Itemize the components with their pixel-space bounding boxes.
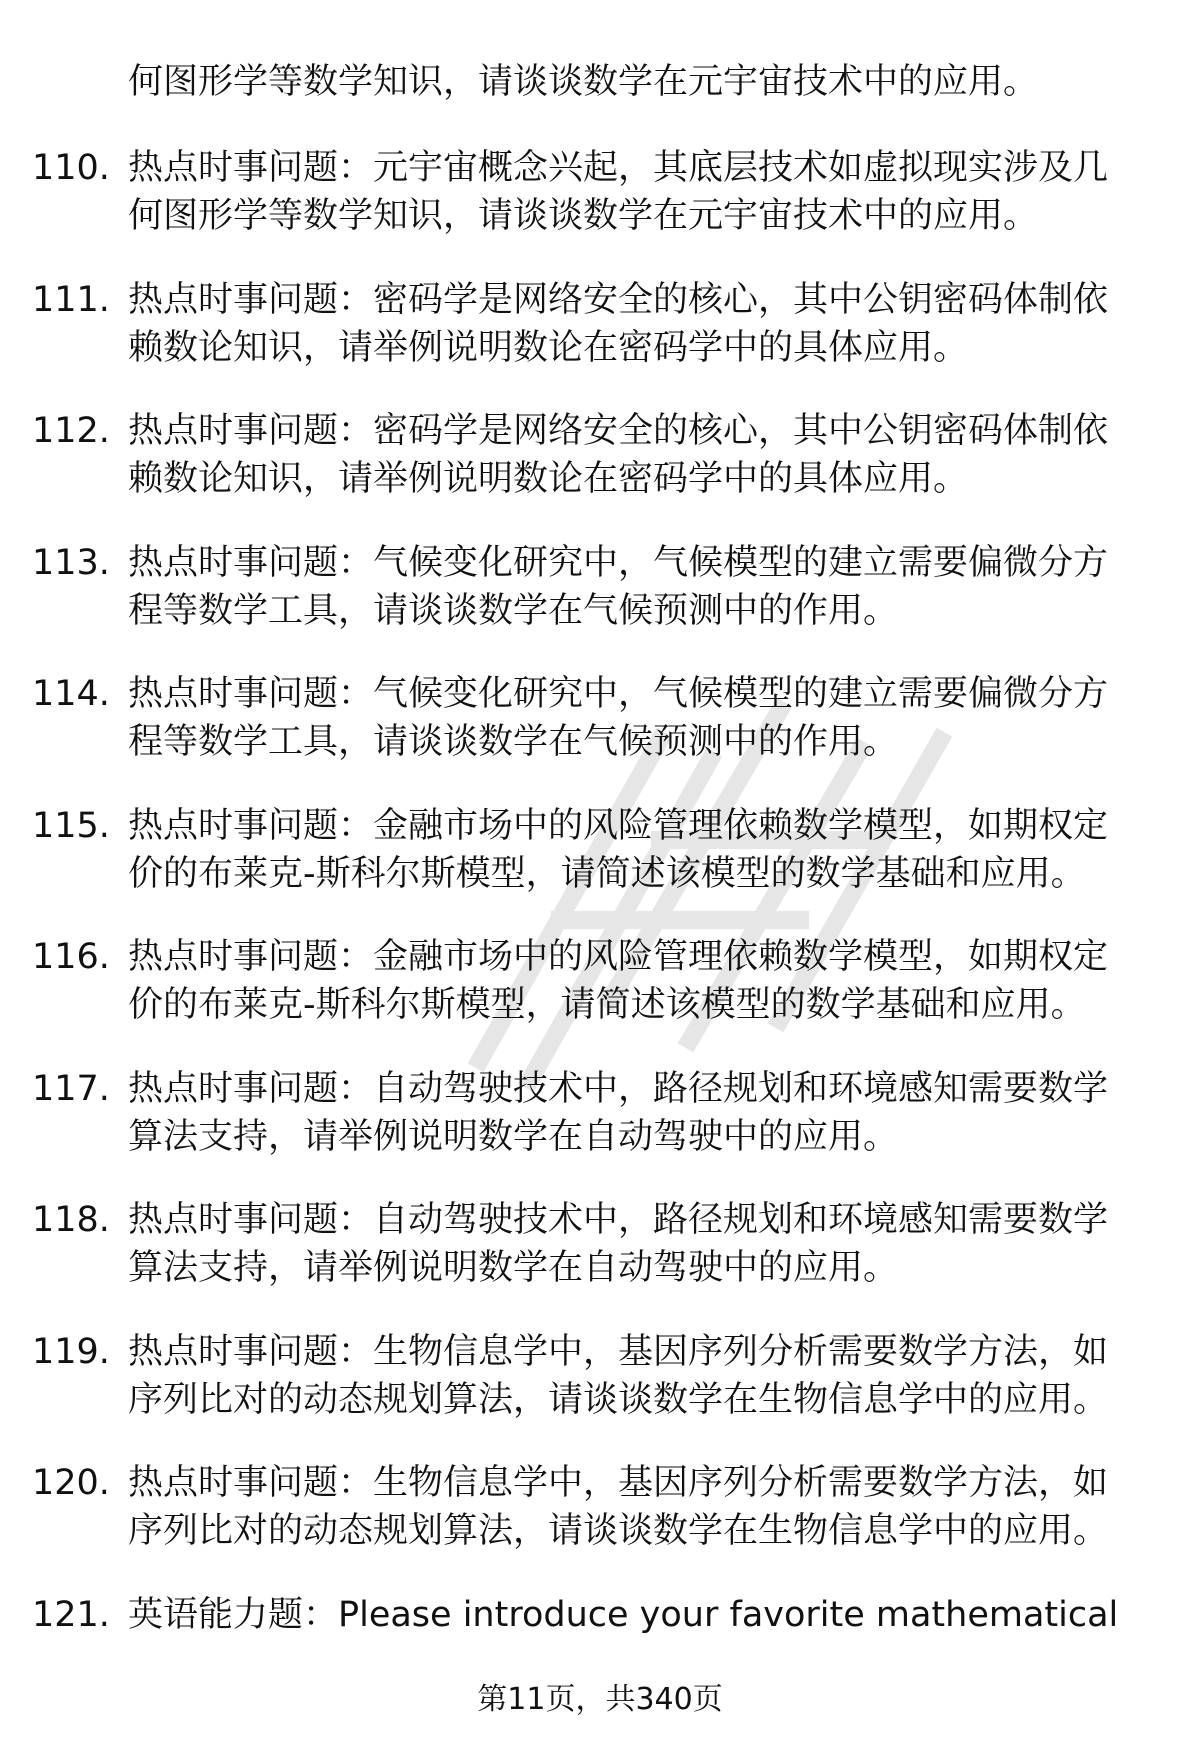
question-number: 121. (32, 1594, 110, 1635)
question-text-line: 赖数论知识，请举例说明数论在密码学中的具体应用。 (128, 459, 969, 499)
question-text-line: 序列比对的动态规划算法，请谈谈数学在生物信息学中的应用。 (128, 1511, 1109, 1551)
question-text-line: 热点时事问题：元宇宙概念兴起，其底层技术如虚拟现实涉及几 (128, 148, 1109, 188)
question-number: 111. (32, 279, 110, 320)
question-text-line: 热点时事问题：密码学是网络安全的核心，其中公钥密码体制依 (128, 279, 1109, 320)
question-item (0, 144, 1200, 276)
question-text-line: 算法支持，请举例说明数学在自动驾驶中的应用。 (128, 1116, 899, 1157)
question-text (128, 1459, 1138, 1555)
question-text (128, 670, 1138, 766)
question-number: 120. (32, 1463, 110, 1503)
question-text (128, 1065, 1138, 1161)
question-number: 114. (32, 674, 110, 714)
question-text (128, 407, 1138, 503)
question-text-line: 英语能力题：Please introduce your favorite mathematical (128, 1594, 1119, 1635)
question-item (0, 1065, 1200, 1197)
question-text (128, 1591, 1138, 1639)
question-number: 117. (32, 1068, 110, 1109)
question-number: 118. (32, 1200, 110, 1240)
question-text-line: 热点时事问题：金融市场中的风险管理依赖数学模型，如期权定 (128, 937, 1109, 977)
question-text-line: 热点时事问题：生物信息学中，基因序列分析需要数学方法，如 (128, 1463, 1109, 1503)
question-text-line: 何图形学等数学知识，请谈谈数学在元宇宙技术中的应用。 (128, 196, 1039, 236)
question-text-line: 热点时事问题：自动驾驶技术中，路径规划和环境感知需要数学 (128, 1068, 1109, 1109)
question-number: 119. (32, 1331, 110, 1372)
question-text-line: 热点时事问题：金融市场中的风险管理依赖数学模型，如期权定 (128, 805, 1109, 846)
question-item (0, 276, 1200, 408)
question-text-line: 热点时事问题：气候变化研究中，气候模型的建立需要偏微分方 (128, 674, 1109, 714)
question-text-line: 算法支持，请举例说明数学在自动驾驶中的应用。 (128, 1248, 899, 1288)
question-number: 110. (32, 148, 110, 188)
question-item (0, 933, 1200, 1065)
question-text-line: 程等数学工具，请谈谈数学在气候预测中的作用。 (128, 722, 899, 762)
question-item (0, 539, 1200, 671)
question-text (128, 539, 1138, 635)
question-text (128, 1328, 1138, 1424)
question-text (128, 144, 1138, 240)
question-text (128, 1196, 1138, 1292)
question-text (128, 802, 1138, 898)
question-item (0, 670, 1200, 802)
question-text-line: 赖数论知识，请举例说明数论在密码学中的具体应用。 (128, 327, 969, 368)
question-text (128, 276, 1138, 372)
question-text-line: 热点时事问题：生物信息学中，基因序列分析需要数学方法，如 (128, 1331, 1109, 1372)
question-item (0, 1328, 1200, 1460)
question-list (0, 144, 1200, 1722)
question-text-line: 序列比对的动态规划算法，请谈谈数学在生物信息学中的应用。 (128, 1379, 1109, 1420)
question-text-line: 程等数学工具，请谈谈数学在气候预测中的作用。 (128, 590, 899, 631)
question-number: 112. (32, 411, 110, 451)
question-number: 113. (32, 542, 110, 583)
question-item (0, 407, 1200, 539)
question-text-line: 价的布莱克-斯科尔斯模型，请简述该模型的数学基础和应用。 (128, 853, 1086, 894)
question-item (0, 802, 1200, 934)
question-number: 115. (32, 805, 110, 846)
question-text (128, 933, 1138, 1029)
question-number: 116. (32, 937, 110, 977)
question-text-line: 价的布莱克-斯科尔斯模型，请简述该模型的数学基础和应用。 (128, 985, 1086, 1025)
question-item (0, 1196, 1200, 1328)
question-item (0, 1459, 1200, 1591)
question-text-line: 热点时事问题：密码学是网络安全的核心，其中公钥密码体制依 (128, 411, 1109, 451)
question-text-line: 热点时事问题：气候变化研究中，气候模型的建立需要偏微分方 (128, 542, 1109, 583)
page-footer: 第11页，共340页 (477, 1682, 723, 1717)
question-text-line: 热点时事问题：自动驾驶技术中，路径规划和环境感知需要数学 (128, 1200, 1109, 1240)
continuation-text: 何图形学等数学知识，请谈谈数学在元宇宙技术中的应用。 (128, 62, 1039, 102)
